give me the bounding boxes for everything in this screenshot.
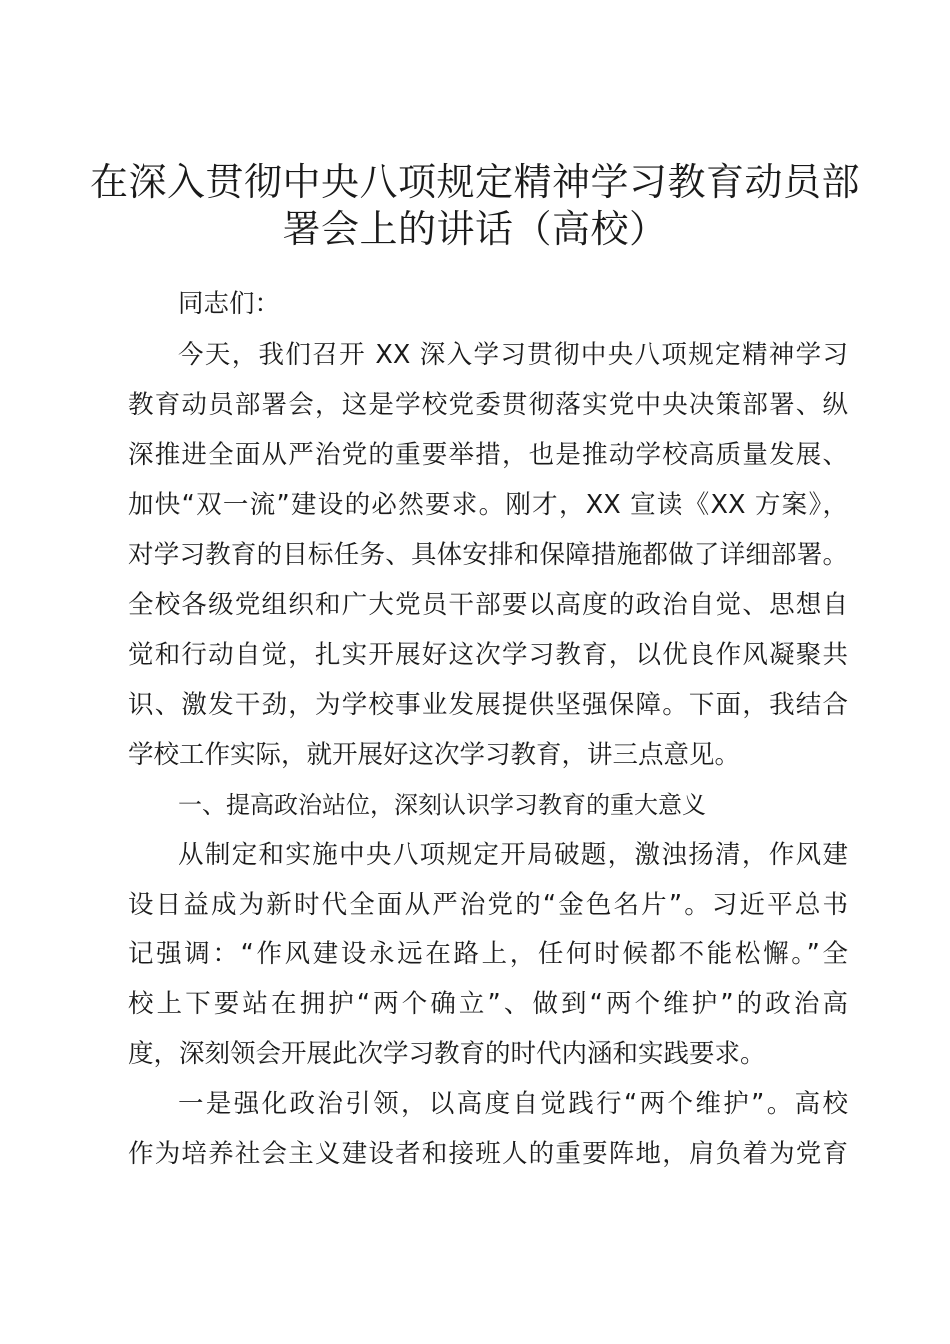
salutation: 同志们： bbox=[178, 289, 281, 319]
paragraph-1-line: 加快“双一流”建设的必然要求。刚才，XX 宣读《XX 方案》， bbox=[128, 490, 848, 520]
paragraph-3-line: 一是强化政治引领，以高度自觉践行“两个维护”。高校 bbox=[178, 1089, 848, 1119]
paragraph-2-line: 度，深刻领会开展此次学习教育的时代内涵和实践要求。 bbox=[128, 1039, 766, 1069]
paragraph-3-line: 作为培养社会主义建设者和接班人的重要阵地，肩负着为党育 bbox=[128, 1139, 848, 1169]
paragraph-1-line: 全校各级党组织和广大党员干部要以高度的政治自觉、思想自 bbox=[128, 590, 848, 620]
paragraph-1-line: 学校工作实际，就开展好这次学习教育，讲三点意见。 bbox=[128, 740, 741, 770]
paragraph-2-line: 从制定和实施中央八项规定开局破题，激浊扬清，作风建 bbox=[178, 840, 848, 870]
paragraph-1-line: 对学习教育的目标任务、具体安排和保障措施都做了详细部署。 bbox=[128, 540, 848, 570]
paragraph-1-line: 教育动员部署会，这是学校党委贯彻落实党中央决策部署、纵 bbox=[128, 390, 848, 420]
paragraph-2-line: 设日益成为新时代全面从严治党的“金色名片”。习近平总书 bbox=[128, 890, 848, 920]
section-heading-1: 一、提高政治站位，深刻认识学习教育的重大意义 bbox=[178, 791, 706, 819]
paragraph-1-line: 识、激发干劲，为学校事业发展提供坚强保障。下面，我结合 bbox=[128, 690, 848, 720]
paragraph-1-line: 深推进全面从严治党的重要举措，也是推动学校高质量发展、 bbox=[128, 440, 848, 470]
document-title-line-1: 在深入贯彻中央八项规定精神学习教育动员部 bbox=[89, 160, 860, 204]
paragraph-1-line: 觉和行动自觉，扎实开展好这次学习教育，以优良作风凝聚共 bbox=[128, 640, 848, 670]
paragraph-2-line: 记强调：“作风建设永远在路上，任何时候都不能松懈。”全 bbox=[128, 939, 848, 969]
document-title-line-2: 署会上的讲话（高校） bbox=[282, 207, 668, 251]
paragraph-1-line: 今天，我们召开 XX 深入学习贯彻中央八项规定精神学习 bbox=[178, 340, 848, 370]
paragraph-2-line: 校上下要站在拥护“两个确立”、做到“两个维护”的政治高 bbox=[128, 989, 848, 1019]
